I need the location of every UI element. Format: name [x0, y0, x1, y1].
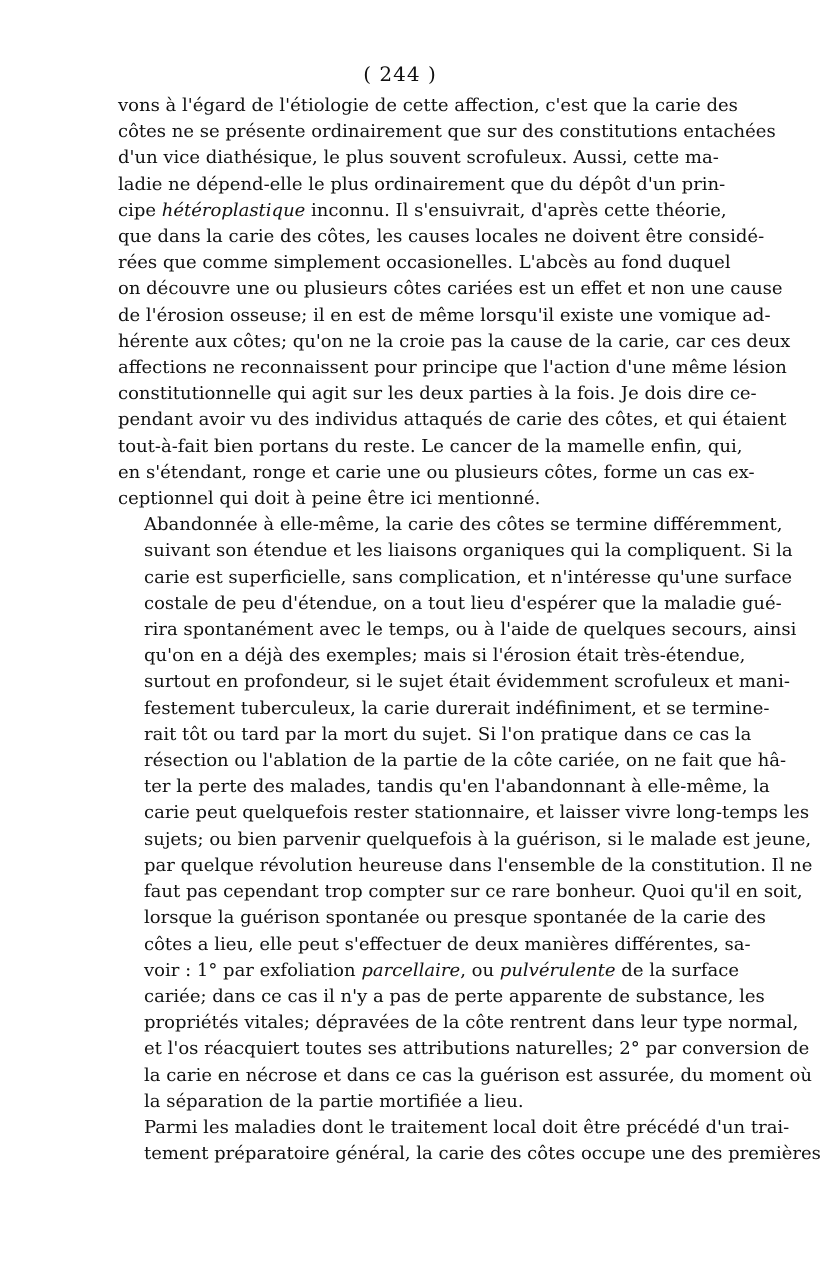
text-line: la carie en nécrose et dans ce cas la guérison est assurée, du moment où — [144, 1064, 812, 1086]
text-line: carie peut quelquefois rester stationnaire, et laisser vivre long-temps les — [144, 802, 810, 824]
text-line: voir : 1° par exfoliation parcellaire, ou pulvérulente de la surface — [144, 959, 739, 981]
text-line: festement tuberculeux, la carie durerait indéfiniment, et se termine- — [144, 697, 770, 719]
text-line: que dans la carie des côtes, les causes locales ne doivent être considé- — [118, 226, 765, 248]
text-line: résection ou l'ablation de la partie de la côte cariée, on ne fait que hâ- — [144, 750, 787, 772]
body-text — [118, 93, 821, 1167]
text-line: ladie ne dépend-elle le plus ordinairement que du dépôt d'un prin- — [118, 173, 726, 195]
text-line: tement préparatoire général, la carie des côtes occupe une des premières — [144, 1143, 821, 1165]
text-line: hérente aux côtes; qu'on ne la croie pas la cause de la carie, car ces deux — [118, 330, 791, 352]
paragraph-3 — [118, 1115, 821, 1167]
text-line: en s'étendant, ronge et carie une ou plusieurs côtes, forme un cas ex- — [118, 461, 755, 483]
emphasized-term: pulvérulente — [499, 959, 616, 981]
text-line: carie est superficielle, sans complication, et n'intéresse qu'une surface — [144, 566, 792, 588]
text-line: rait tôt ou tard par la mort du sujet. Si l'on pratique dans ce cas la — [144, 723, 752, 745]
text-line: on découvre une ou plusieurs côtes cariées est un effet et non une cause — [118, 278, 783, 300]
text-line: rira spontanément avec le temps, ou à l'aide de quelques secours, ainsi — [144, 619, 797, 641]
text-line: ceptionnel qui doit à peine être ici mentionné. — [118, 488, 541, 510]
text-line: Abandonnée à elle-même, la carie des côtes se termine différemment, — [144, 514, 783, 536]
text-line: constitutionnelle qui agit sur les deux parties à la fois. Je dois dire ce- — [118, 383, 757, 405]
text-line: costale de peu d'étendue, on a tout lieu d'espérer que la maladie gué- — [144, 592, 782, 614]
emphasized-term: parcellaire — [361, 959, 461, 981]
text-line: pendant avoir vu des individus attaqués de carie des côtes, et qui étaient — [118, 409, 787, 431]
text-line: cipe hétéroplastique inconnu. Il s'ensuivrait, d'après cette théorie, — [118, 199, 727, 221]
text-line: vons à l'égard de l'étiologie de cette affection, c'est que la carie des — [118, 95, 738, 116]
text-line: affections ne reconnaissent pour principe que l'action d'une même lésion — [118, 357, 787, 379]
text-line: faut pas cependant trop compter sur ce rare bonheur. Quoi qu'il en soit, — [144, 881, 803, 903]
text-line: d'un vice diathésique, le plus souvent scrofuleux. Aussi, cette ma- — [118, 147, 719, 169]
text-line: par quelque révolution heureuse dans l'ensemble de la constitution. Il ne — [144, 854, 813, 876]
text-line: Parmi les maladies dont le traitement local doit être précédé d'un trai- — [144, 1116, 790, 1138]
text-line: et l'os réacquiert toutes ses attributions naturelles; 2° par conversion de — [144, 1038, 810, 1060]
paragraph-2 — [118, 512, 813, 1115]
text-line: qu'on en a déjà des exemples; mais si l'érosion était très-étendue, — [144, 645, 746, 667]
text-line: côtes ne se présente ordinairement que sur des constitutions entachées — [118, 121, 776, 143]
text-line: lorsque la guérison spontanée ou presque spontanée de la carie des — [144, 907, 766, 929]
text-line: cariée; dans ce cas il n'y a pas de perte apparente de substance, les — [144, 985, 765, 1007]
emphasized-term: hétéroplastique — [161, 199, 306, 221]
text-line: côtes a lieu, elle peut s'effectuer de deux manières différentes, sa- — [144, 933, 751, 955]
text-line: propriétés vitales; dépravées de la côte rentrent dans leur type normal, — [144, 1012, 799, 1034]
text-line: sujets; ou bien parvenir quelquefois à la guérison, si le malade est jeune, — [144, 828, 812, 850]
text-line: la séparation de la partie mortifiée a lieu. — [144, 1090, 524, 1112]
paragraph-1 — [118, 93, 791, 512]
text-line: rées que comme simplement occasionelles. L'abcès au fond duquel — [118, 252, 731, 274]
text-line: de l'érosion osseuse; il en est de même lorsqu'il existe une vomique ad- — [118, 304, 771, 326]
text-line: ter la perte des malades, tandis qu'en l'abandonnant à elle-même, la — [144, 776, 770, 798]
page-number: ( 244 ) — [363, 62, 437, 86]
text-line: tout-à-fait bien portans du reste. Le cancer de la mamelle enfin, qui, — [118, 435, 743, 457]
text-line: suivant son étendue et les liaisons organiques qui la compliquent. Si la — [144, 540, 793, 562]
text-line: surtout en profondeur, si le sujet était évidemment scrofuleux et mani- — [144, 671, 790, 693]
